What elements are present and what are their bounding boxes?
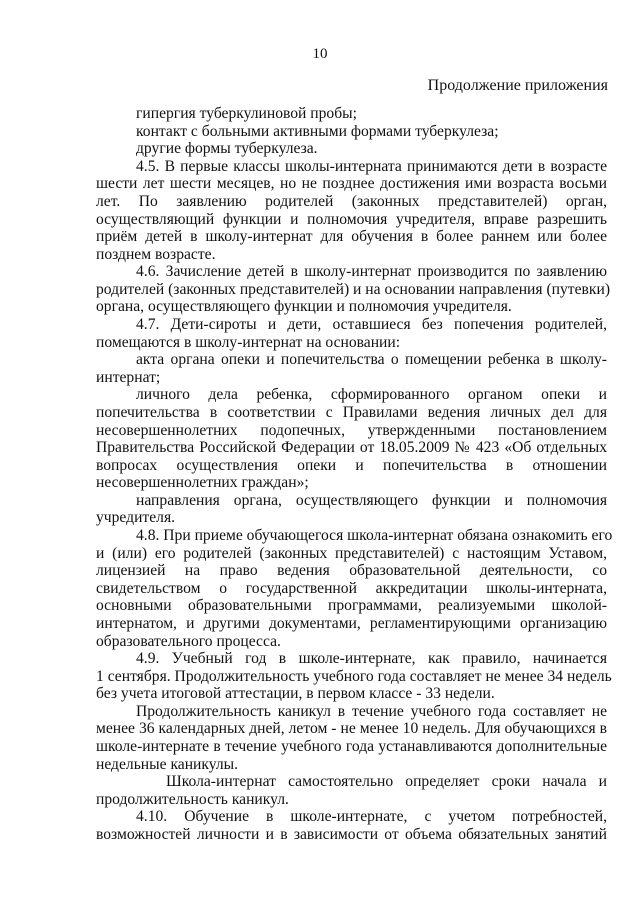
text-line: свидетельством о государственной аккредитации школы-интерната, bbox=[96, 580, 607, 597]
text-line: лет. По заявлению родителей (законных представителей) орган, bbox=[96, 193, 607, 210]
text-line: интернатом, и другими документами, регламентирующими организацию bbox=[96, 615, 607, 632]
text-line: шести лет шести месяцев, но не позднее достижения ими возраста восьми bbox=[96, 175, 607, 192]
appendix-note: Продолжение приложения bbox=[427, 77, 608, 94]
text-line: лицензией на право ведения образовательной деятельности, со bbox=[96, 562, 607, 579]
page-number: 10 bbox=[312, 46, 328, 62]
text-line: личного дела ребенка, сформированного органом опеки и bbox=[136, 386, 607, 403]
text-line: недельные каникулы. bbox=[96, 756, 239, 773]
text-line: основными образовательными программами, реализуемыми школой- bbox=[96, 597, 607, 614]
text-line: органа, осуществляющего функции и полномочия учредителя. bbox=[96, 298, 512, 315]
text-line: школе-интернате в течение учебного года устанавливаются дополнительные bbox=[96, 738, 607, 755]
text-line: менее 36 календарных дней, летом - не менее 10 недель. Для обучающихся в bbox=[96, 720, 607, 737]
text-line: контакт с больными активными формами туберкулеза; bbox=[136, 123, 499, 140]
text-line: осуществляющий функции и полномочия учредителя, вправе разрешить bbox=[96, 211, 607, 228]
text-line: 1 сентября. Продолжительность учебного года составляет не менее 34 недель bbox=[96, 668, 612, 685]
text-line: возможностей личности и в зависимости от объема обязательных занятий bbox=[96, 826, 607, 843]
text-line: акта органа опеки и попечительства о помещении ребенка в школу- bbox=[136, 351, 607, 368]
text-line: и (или) его родителей (законных представителей) с настоящим Уставом, bbox=[96, 545, 607, 562]
text-line: 4.8. При приеме обучающегося школа-интернат обязана ознакомить его bbox=[136, 527, 613, 544]
text-line: попечительства в соответствии с Правилами ведения личных дел для bbox=[96, 404, 607, 421]
text-line: позднем возрасте. bbox=[96, 246, 216, 263]
text-line: помещаются в школу-интернат на основании: bbox=[96, 334, 401, 351]
text-line: 4.7. Дети-сироты и дети, оставшиеся без попечения родителей, bbox=[136, 316, 607, 333]
text-line: учредителя. bbox=[96, 509, 176, 526]
text-line: интернат; bbox=[96, 369, 161, 386]
text-line: без учета итоговой аттестации, в первом классе - 33 недели. bbox=[96, 685, 495, 702]
text-line: 4.6. Зачисление детей в школу-интернат производится по заявлению bbox=[136, 263, 607, 280]
text-line: образовательного процесса. bbox=[96, 633, 281, 650]
text-line: приём детей в школу-интернат для обучения в более раннем или более bbox=[96, 228, 607, 245]
text-line: 4.9. Учебный год в школе-интернате, как правило, начинается bbox=[136, 650, 607, 667]
text-line: вопросах осуществления опеки и попечительства в отношении bbox=[96, 457, 607, 474]
text-line: родителей (законных представителей) и на основании направления (путевки) bbox=[96, 281, 611, 298]
text-line: 4.10. Обучение в школе-интернате, с учетом потребностей, bbox=[136, 808, 607, 825]
text-line: несовершеннолетних граждан»; bbox=[96, 474, 309, 491]
text-line: направления органа, осуществляющего функции и полномочия bbox=[136, 492, 607, 509]
text-line: продолжительность каникул. bbox=[96, 791, 289, 808]
text-line: Продолжительность каникул в течение учебного года составляет не bbox=[136, 703, 607, 720]
text-line: другие формы туберкулеза. bbox=[136, 140, 318, 157]
text-line: Школа-интернат самостоятельно определяет сроки начала и bbox=[166, 773, 607, 790]
text-line: гипергия туберкулиновой пробы; bbox=[136, 105, 357, 122]
text-line: несовершеннолетних подопечных, утвержденными постановлением bbox=[96, 422, 607, 439]
text-line: 4.5. В первые классы школы-интерната принимаются дети в возрасте bbox=[136, 158, 607, 175]
text-line: Правительства Российской Федерации от 18.05.2009 № 423 «Об отдельных bbox=[96, 439, 607, 456]
